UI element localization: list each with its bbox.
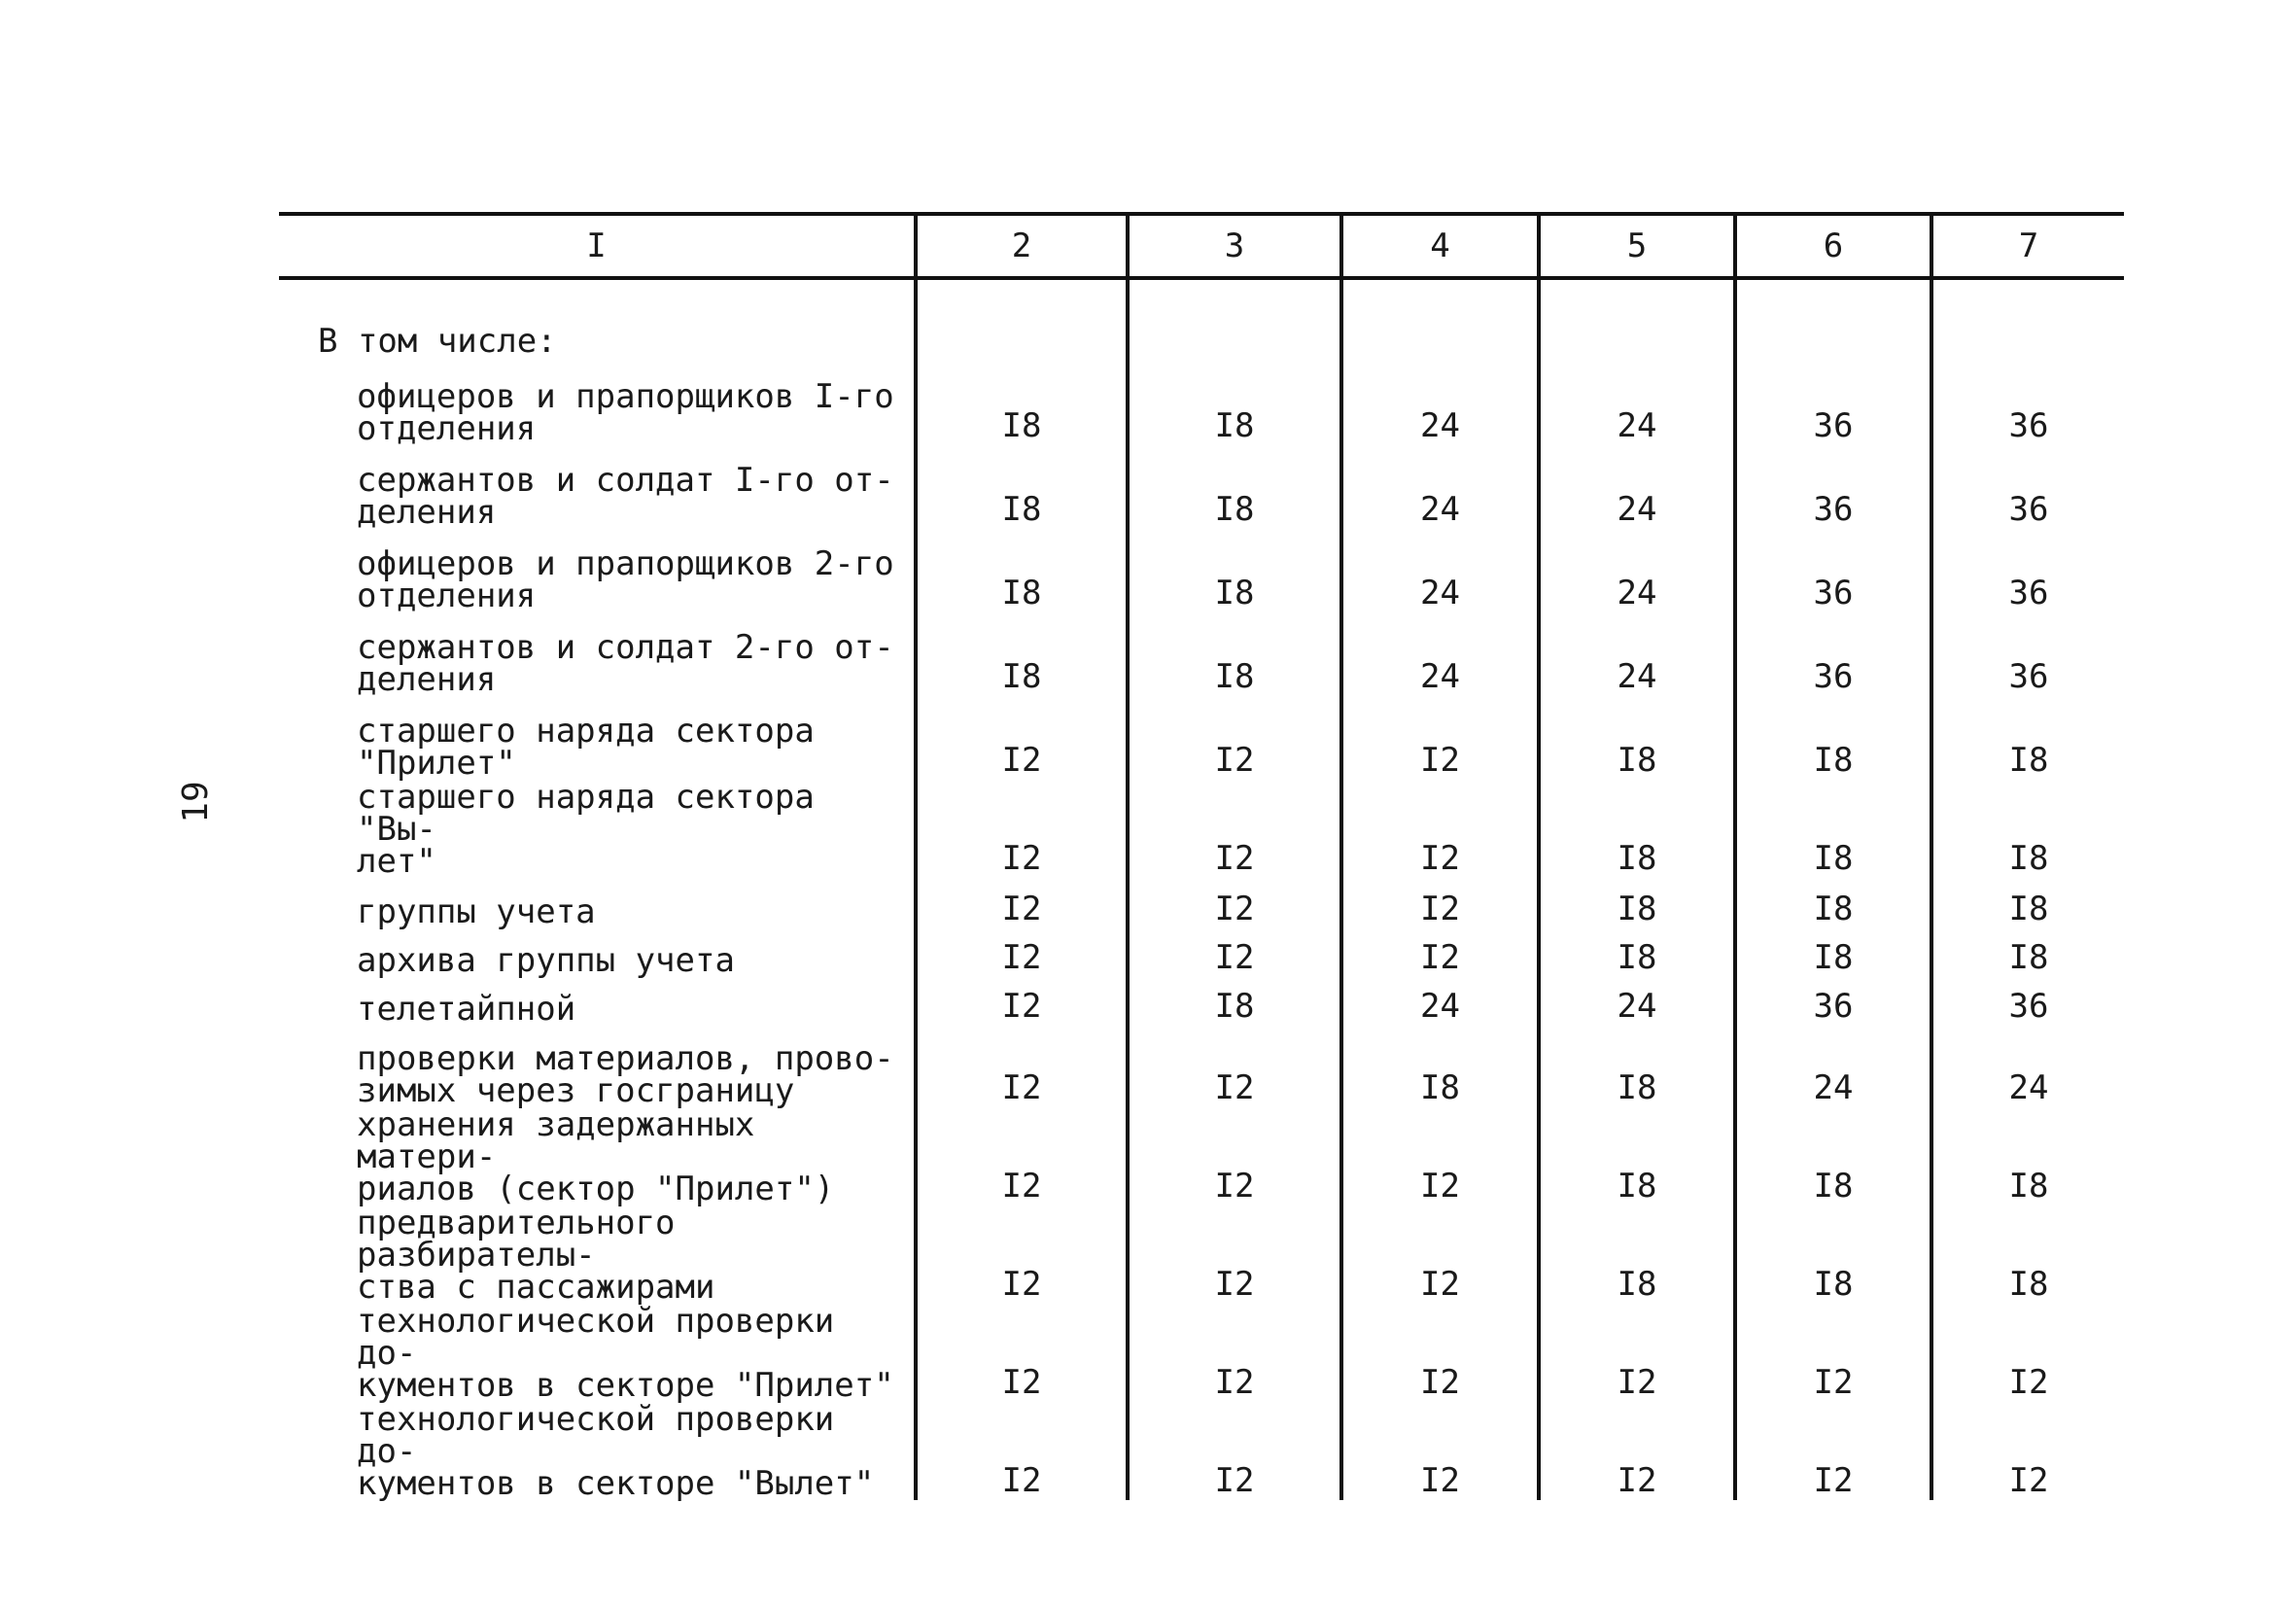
column-header-4: 4: [1341, 214, 1539, 278]
row-label: группы учета: [279, 880, 916, 928]
value-cell: I2: [916, 1026, 1128, 1109]
empty-cell: [1735, 278, 1931, 364]
value-cell: 24: [1539, 977, 1735, 1026]
value-cell: 36: [2008, 574, 2049, 612]
value-cell: I8: [1539, 1207, 1735, 1306]
row-label: хранения задержанных матери- риалов (сектор "Прилет"): [279, 1109, 916, 1207]
value-cell: I2: [916, 1109, 1128, 1207]
empty-cell: [1539, 278, 1735, 364]
value-cell: I8: [1735, 698, 1931, 782]
value-cell: I8: [1539, 698, 1735, 782]
value-cell: 24: [1539, 364, 1735, 447]
value-cell: I2: [1341, 880, 1539, 928]
column-header-1: I: [279, 214, 916, 278]
value-cell: I8: [1735, 928, 1931, 977]
column-header-5: 5: [1539, 214, 1735, 278]
value-cell: I8: [1341, 1026, 1539, 1109]
column-header-3: 3: [1128, 214, 1341, 278]
value-cell: I2: [1539, 1404, 1735, 1500]
value-cell: 24: [1539, 531, 1735, 614]
value-cell: 24: [1539, 614, 1735, 698]
value-cell: I2: [1128, 1026, 1341, 1109]
row-label: старшего наряда сектора "Прилет": [279, 698, 916, 782]
value-cell: I8: [1539, 1109, 1735, 1207]
value-cell: 36: [2008, 490, 2049, 529]
row-label: предварительного разбирателы- ства с пассажирами: [279, 1207, 916, 1306]
value-cell: I2: [1341, 1306, 1539, 1404]
value-cell: 24: [1735, 1026, 1931, 1109]
value-cell: I8: [916, 447, 1128, 531]
section-row: [279, 278, 2124, 364]
table-row: [279, 364, 2124, 447]
value-cell: 24: [1341, 531, 1539, 614]
value-cell: I8: [1128, 614, 1341, 698]
value-cell: 36: [1735, 977, 1931, 1026]
value-cell: I2: [916, 977, 1128, 1026]
value-cell: I2: [1128, 782, 1341, 880]
row-label: старшего наряда сектора "Вы- лет": [279, 782, 916, 880]
value-cell: I8: [2008, 1167, 2049, 1206]
empty-cell: [1341, 278, 1539, 364]
value-cell: I2: [1341, 1109, 1539, 1207]
value-cell: I8: [2008, 938, 2049, 977]
value-cell: I2: [916, 1404, 1128, 1500]
row-label: телетайпной: [279, 977, 916, 1026]
table-row: [279, 1306, 2124, 1404]
value-cell: I8: [2008, 839, 2049, 878]
value-cell: I2: [1128, 928, 1341, 977]
row-label: офицеров и прапорщиков I-го отделения: [279, 364, 916, 447]
table-row: [279, 531, 2124, 614]
row-label: технологической проверки до- кументов в секторе "Прилет": [279, 1306, 916, 1404]
table-row: [279, 1207, 2124, 1306]
value-cell: 36: [1735, 447, 1931, 531]
table-row: [279, 782, 2124, 880]
value-cell: 36: [2008, 406, 2049, 445]
value-cell: I8: [1539, 1026, 1735, 1109]
value-cell: I8: [1735, 1109, 1931, 1207]
value-cell: I8: [1539, 782, 1735, 880]
row-label: проверки материалов, прово- зимых через госграницу: [279, 1026, 916, 1109]
value-cell: I8: [916, 364, 1128, 447]
page-number: 19: [176, 781, 216, 823]
value-cell: I8: [2008, 890, 2049, 928]
table-row: [279, 447, 2124, 531]
table-header: [279, 214, 2124, 278]
value-cell: 36: [2008, 657, 2049, 696]
value-cell: I2: [1128, 698, 1341, 782]
table-row: [279, 977, 2124, 1026]
value-cell: I8: [1735, 880, 1931, 928]
value-cell: I8: [2008, 741, 2049, 780]
value-cell: I2: [1735, 1404, 1931, 1500]
value-cell: I8: [1539, 928, 1735, 977]
value-cell: 24: [2008, 1068, 2049, 1107]
empty-cell: [1931, 278, 2124, 364]
column-header-6: 6: [1735, 214, 1931, 278]
row-label: архива группы учета: [279, 928, 916, 977]
empty-cell: [1128, 278, 1341, 364]
value-cell: I2: [1341, 1207, 1539, 1306]
value-cell: I2: [1128, 1207, 1341, 1306]
value-cell: 24: [1341, 977, 1539, 1026]
value-cell: I2: [916, 928, 1128, 977]
table-row: [279, 1404, 2124, 1500]
section-label: В том числе:: [279, 278, 916, 364]
value-cell: I2: [916, 880, 1128, 928]
value-cell: I8: [916, 614, 1128, 698]
value-cell: I2: [1341, 782, 1539, 880]
value-cell: I8: [1128, 531, 1341, 614]
value-cell: 24: [1341, 447, 1539, 531]
value-cell: 24: [1341, 614, 1539, 698]
value-cell: I2: [1341, 1404, 1539, 1500]
value-cell: I2: [916, 1306, 1128, 1404]
value-cell: I8: [1128, 977, 1341, 1026]
table-row: [279, 698, 2124, 782]
column-header-2: 2: [916, 214, 1128, 278]
value-cell: I2: [2008, 1363, 2049, 1402]
table-row: [279, 1026, 2124, 1109]
data-table: [279, 212, 2124, 1503]
row-label: сержантов и солдат 2-го от- деления: [279, 614, 916, 698]
value-cell: I8: [1539, 880, 1735, 928]
table-row: [279, 928, 2124, 977]
empty-cell: [916, 278, 1128, 364]
value-cell: I8: [1735, 782, 1931, 880]
table-row: [279, 880, 2124, 928]
value-cell: I8: [2008, 1265, 2049, 1304]
table-body: [279, 278, 2124, 1503]
value-cell: I8: [916, 531, 1128, 614]
value-cell: 36: [1735, 531, 1931, 614]
column-header-7: 7: [1931, 214, 2124, 278]
value-cell: I2: [1539, 1306, 1735, 1404]
value-cell: 24: [1341, 364, 1539, 447]
value-cell: I2: [2008, 1461, 2049, 1500]
row-label: технологической проверки до- кументов в секторе "Вылет": [279, 1404, 916, 1500]
value-cell: 36: [1735, 364, 1931, 447]
value-cell: I2: [1735, 1306, 1931, 1404]
value-cell: 36: [2008, 987, 2049, 1026]
value-cell: I2: [1341, 698, 1539, 782]
table-row: [279, 614, 2124, 698]
value-cell: I8: [1128, 364, 1341, 447]
value-cell: I2: [1128, 1109, 1341, 1207]
value-cell: I2: [1128, 880, 1341, 928]
value-cell: I2: [916, 782, 1128, 880]
value-cell: I2: [1128, 1404, 1341, 1500]
table-row: [279, 1109, 2124, 1207]
value-cell: I8: [1128, 447, 1341, 531]
value-cell: I2: [1341, 928, 1539, 977]
value-cell: 24: [1539, 447, 1735, 531]
value-cell: I2: [916, 698, 1128, 782]
value-cell: I2: [916, 1207, 1128, 1306]
row-label: сержантов и солдат I-го от- деления: [279, 447, 916, 531]
value-cell: I2: [1128, 1306, 1341, 1404]
header-row: [279, 214, 2124, 278]
value-cell: I8: [1735, 1207, 1931, 1306]
row-label: офицеров и прапорщиков 2-го отделения: [279, 531, 916, 614]
value-cell: 36: [1735, 614, 1931, 698]
